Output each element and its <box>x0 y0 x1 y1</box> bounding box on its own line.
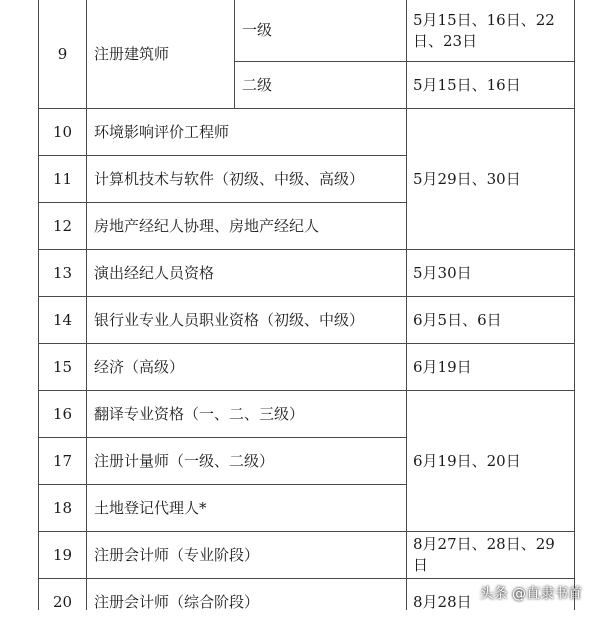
row-number: 18 <box>52 498 73 517</box>
exam-date: 8月27日、28日、29日 <box>413 535 555 574</box>
qualification-name: 计算机技术与软件（初级、中级、高级） <box>94 169 365 188</box>
row-number: 19 <box>52 545 73 564</box>
row-number: 16 <box>52 404 73 423</box>
row-number: 17 <box>52 451 73 470</box>
row-number: 13 <box>52 263 73 282</box>
exam-date: 5月15日、16日 <box>413 75 521 94</box>
exam-date-merged: 5月29日、30日 <box>413 169 521 188</box>
qualification-name: 注册计量师（一级、二级） <box>94 451 275 470</box>
exam-date: 5月30日 <box>413 263 472 282</box>
qualification-name: 银行业专业人员职业资格（初级、中级） <box>94 310 365 329</box>
exam-date: 6月5日、6日 <box>413 310 502 329</box>
qualification-name: 经济（高级） <box>94 357 185 376</box>
qualification-name: 土地登记代理人* <box>94 498 207 517</box>
row-number: 11 <box>52 169 73 188</box>
level-label: 一级 <box>242 21 273 39</box>
exam-date: 8月28日 <box>413 592 472 611</box>
qualification-name: 环境影响评价工程师 <box>94 122 230 141</box>
qualification-name: 房地产经纪人协理、房地产经纪人 <box>94 216 320 235</box>
qualification-name: 注册建筑师 <box>94 44 170 63</box>
exam-date-merged: 6月19日、20日 <box>413 451 521 470</box>
row-number: 15 <box>52 357 73 376</box>
row-number: 10 <box>52 122 73 141</box>
qualification-name: 翻译专业资格（一、二、三级） <box>94 404 305 423</box>
qualification-name: 注册会计师（综合阶段） <box>94 592 260 611</box>
exam-date: 6月19日 <box>413 357 472 376</box>
row-number: 12 <box>52 216 73 235</box>
row-number: 20 <box>52 592 73 611</box>
row-number: 14 <box>52 310 73 329</box>
row-number: 9 <box>57 44 68 63</box>
qualification-name: 注册会计师（专业阶段） <box>94 545 260 564</box>
grid-line <box>574 0 575 610</box>
level-label: 二级 <box>242 75 273 94</box>
qualification-name: 演出经纪人员资格 <box>94 263 215 282</box>
watermark-label: 头条 @直隶书首 <box>479 586 582 602</box>
exam-date: 5月15日、16日、22日、23日 <box>413 10 555 50</box>
